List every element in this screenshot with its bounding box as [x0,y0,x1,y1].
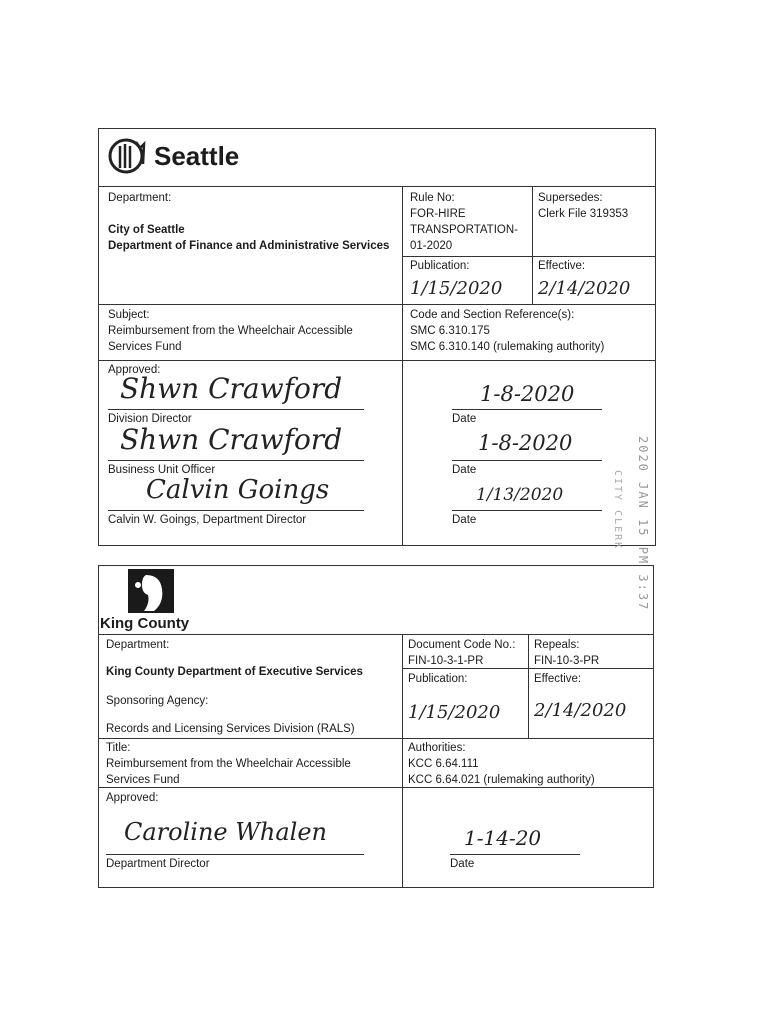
rule-no-value: TRANSPORTATION- [410,224,518,236]
signer-role: Business Unit Officer [108,464,216,476]
supersedes-value: Clerk File 319353 [538,208,629,220]
date-line [452,409,602,410]
code-ref: SMC 6.310.140 (rulemaking authority) [410,341,605,353]
king-effective-date: 2/14/2020 [534,700,627,721]
seattle-col-divider [402,186,403,546]
seattle-row-divider [98,360,656,361]
seattle-row-divider [98,304,656,305]
effective-label: Effective: [538,260,586,272]
sign-date: 1-8-2020 [480,382,575,406]
date-label: Date [452,413,477,425]
authority: KCC 6.64.021 (rulemaking authority) [408,774,595,786]
publication-label: Publication: [410,260,470,272]
date-label: Date [452,514,477,526]
sponsoring-value: Records and Licensing Services Division (RALS) [106,723,355,735]
king-col-divider [402,634,403,888]
doc-code-label: Document Code No.: [408,639,516,651]
king-header-divider [98,634,654,635]
signature-line [108,460,364,461]
signer-role: Calvin W. Goings, Department Director [108,514,307,526]
signature: Shwn Crawford [120,372,343,405]
sign-date: 1-8-2020 [478,431,573,455]
rule-no-value: FOR-HIRE [410,208,466,220]
repeals-value: FIN-10-3-PR [534,655,600,667]
king-publication-label: Publication: [408,673,468,685]
seattle-department-unit: Department of Finance and Administrative Services [108,240,390,252]
signature-line [108,409,364,410]
king-department-name: King County Department of Executive Services [106,666,363,678]
clerk-stamp-sub: CITY CLERK [612,470,623,551]
king-publication-date: 1/15/2020 [408,702,501,723]
signature: Calvin Goings [146,475,330,505]
signature-line [106,854,364,855]
approved-label: Approved: [108,364,161,376]
code-label: Code and Section Reference(s): [410,309,575,321]
code-ref: SMC 6.310.175 [410,325,490,337]
sign-date: 1/13/2020 [476,485,564,505]
rule-no-label: Rule No: [410,192,455,204]
king-effective-label: Effective: [534,673,582,685]
date-line [452,510,602,511]
date-line [450,854,580,855]
sponsoring-label: Sponsoring Agency: [106,695,209,707]
seattle-header-divider [98,186,656,187]
king-signature: Caroline Whalen [124,818,328,846]
signer-role: Division Director [108,413,192,425]
king-date-label: Date [450,858,475,870]
king-signer-role: Department Director [106,858,210,870]
king-county-logo-text: King County [100,615,190,632]
date-line [452,460,602,461]
title-text: Reimbursement from the Wheelchair Accessible [106,758,351,770]
subject-text: Reimbursement from the Wheelchair Accessible [108,325,353,337]
authorities-label: Authorities: [408,742,466,754]
signature: Shwn Crawford [120,423,343,456]
authority: KCC 6.64.111 [408,758,479,770]
publication-date: 1/15/2020 [410,278,503,299]
effective-date: 2/14/2020 [538,278,631,299]
king-sign-date: 1-14-20 [464,826,542,850]
seattle-logo-text: Seattle [154,141,240,171]
date-label: Date [452,464,477,476]
king-county-logo [126,567,178,617]
king-row-divider [98,738,654,739]
signature-line [108,510,364,511]
subject-text: Services Fund [108,341,182,353]
king-approved-label: Approved: [106,792,159,804]
rule-no-value: 01-2020 [410,240,453,252]
king-col2-divider [528,634,529,738]
king-county-emblem-icon [126,567,178,617]
doc-code-value: FIN-10-3-1-PR [408,655,484,667]
seattle-department-label: Department: [108,192,172,204]
repeals-label: Repeals: [534,639,580,651]
king-department-label: Department: [106,639,170,651]
seattle-seal-icon [106,134,150,178]
seattle-logo [106,134,154,178]
title-text: Services Fund [106,774,180,786]
seattle-row-divider [402,256,656,257]
subject-label: Subject: [108,309,150,321]
supersedes-label: Supersedes: [538,192,603,204]
clerk-stamp: 2020 JAN 15 PM 3:37 [636,436,650,612]
seattle-department-name: City of Seattle [108,224,185,236]
seattle-col2-divider [532,186,533,304]
title-label: Title: [106,742,131,754]
